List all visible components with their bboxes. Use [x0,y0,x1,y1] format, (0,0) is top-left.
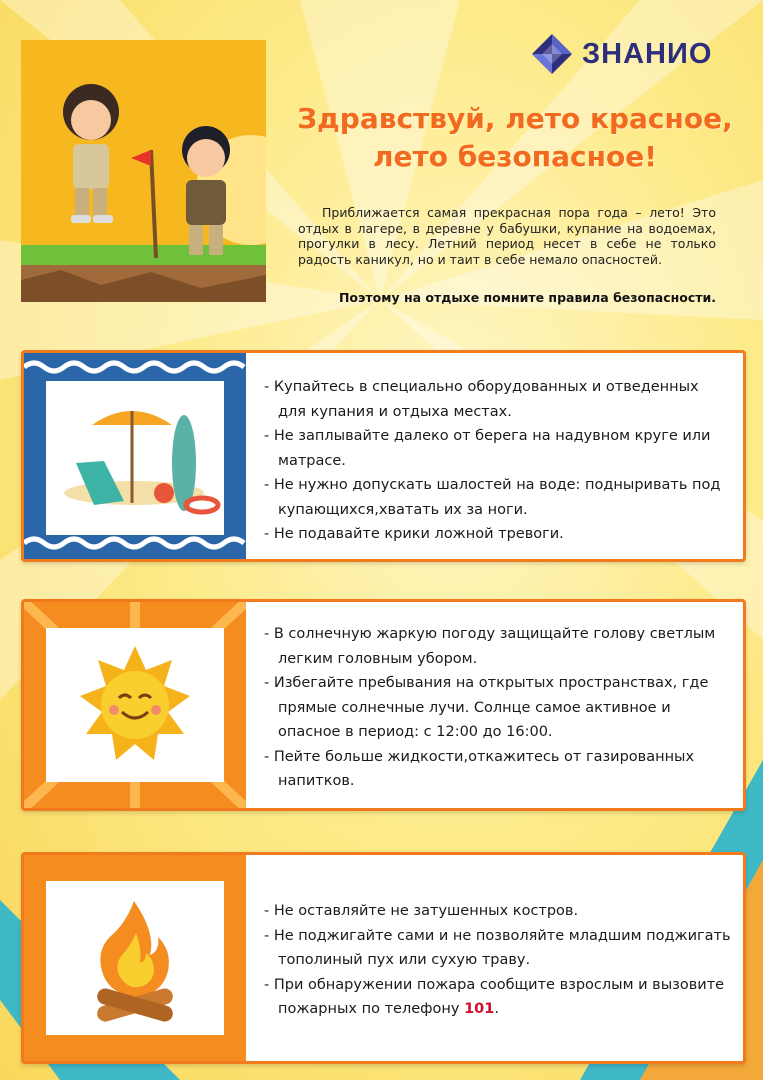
diamond-logo-icon [530,32,574,76]
list-item: - Не оставляйте не затушенных костров. [264,903,579,919]
intro-text: Приближается самая прекрасная пора года – лето! Это отдых в лагере, в деревне у бабушки, купание на водоемах, прогулки в лесу. Летний период несет в себе не только радость каникул, но и таит в себе немало опасностей. [298,205,716,267]
kids-illustration [21,40,266,302]
title-line-1: Здравствуй, лето красное, [297,102,733,135]
title-line-2: лето безопасное! [373,140,657,173]
list-item: - Купайтесь в специально оборудованных и отведенных для купания и отдыха местах. [264,379,699,420]
intro-bold-text: Поэтому на отдыхе помните правила безопасности. [338,290,716,305]
list-item: - Избегайте пребывания на открытых пространствах, где прямые солнечные лучи. Солнце самое активное и опасное в период: с 12:00 до 16:00. [264,675,709,740]
list-item: - Не подавайте крики ложной тревоги. [264,526,564,542]
list-item: - Не нужно допускать шалостей на воде: подныривать под купающихся,хватать их за ноги. [264,477,721,518]
list-item: - В солнечную жаркую погоду защищайте голову светлым легким головным убором. [264,626,716,667]
list-item: - Не заплывайте далеко от берега на надувном круге или матрасе. [264,428,711,469]
logo [530,32,712,76]
logo-text: ЗНАНИО [582,37,713,70]
water-rules-list [264,375,731,547]
list-item [264,973,731,1022]
sun-rules-list [264,622,731,794]
sun-safety-card [21,599,746,811]
phone-number: 101 [464,1001,495,1017]
fire-picture [24,855,246,1061]
list-item: - Не поджигайте сами и не позволяйте младшим поджигать тополиный пух или сухую траву. [264,927,731,968]
fire-rules-list [264,899,731,1022]
sun-picture [24,602,246,808]
water-safety-card [21,350,746,562]
page-title [270,100,760,176]
fire-safety-card [21,852,746,1064]
fire-call-text: - При обнаружении пожара сообщите взрослым и вызовите пожарных по телефону [264,976,725,1017]
list-item: - Пейте больше жидкости,откажитесь от газированных напитков. [264,748,695,789]
water-picture [24,353,246,559]
fire-call-suffix: . [494,1001,499,1017]
